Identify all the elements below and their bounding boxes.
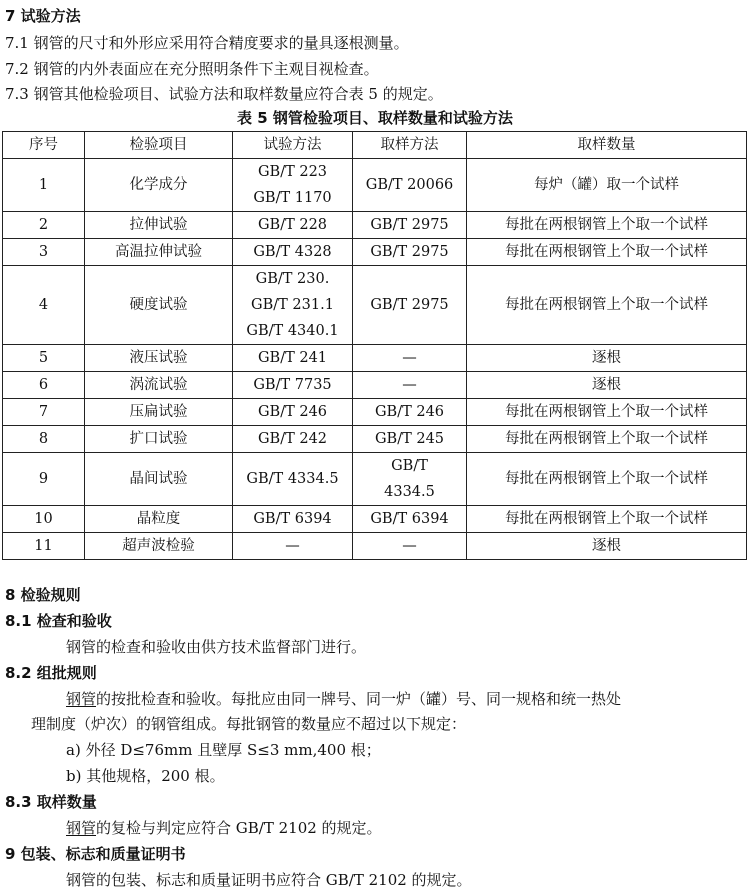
section-8-heading: 8 检验规则	[5, 586, 81, 604]
clause-7-2: 7.2 钢管的内外表面应在充分照明条件下主观目视检查。	[5, 60, 379, 78]
list-item-a: a) 外径 D≤76mm 且壁厚 S≤3 mm,400 根；	[66, 741, 381, 759]
underlined-term: 钢管	[66, 690, 97, 708]
cell-sampling	[353, 239, 467, 266]
cell-no: 2	[3, 212, 85, 239]
cell-sampling	[353, 453, 467, 506]
cell-sampling	[353, 159, 467, 212]
method-line: GB/T 4334.5	[246, 471, 339, 487]
table-row	[3, 399, 747, 426]
cell-item: 压扁试验	[85, 399, 233, 426]
method-line: GB/T 241	[257, 350, 328, 366]
cell-item: 硬度试验	[85, 266, 233, 345]
cell-method	[233, 453, 353, 506]
cell-method	[233, 426, 353, 453]
sampling-line: GB/T 2975	[370, 297, 449, 313]
section-8-1-text: 钢管的检查和验收由供方技术监督部门进行。	[66, 638, 367, 656]
cell-qty: 逐根	[467, 533, 747, 560]
cell-sampling	[353, 506, 467, 533]
sampling-line: —	[402, 350, 417, 366]
cell-no: 6	[3, 372, 85, 399]
sampling-line: GB/T 6394	[370, 511, 449, 527]
col-header-no: 序号	[3, 132, 85, 159]
method-line: —	[285, 538, 300, 554]
method-line: GB/T 4340.1	[246, 323, 339, 339]
section-8-3-text-body: 的复检与判定应符合 GB/T 2102 的规定。	[96, 819, 382, 837]
section-8-2-heading: 8.2 组批规则	[5, 664, 97, 682]
col-header-method: 试验方法	[233, 132, 353, 159]
cell-no: 9	[3, 453, 85, 506]
cell-no: 3	[3, 239, 85, 266]
cell-no: 1	[3, 159, 85, 212]
cell-item: 晶间试验	[85, 453, 233, 506]
cell-qty: 每批在两根钢管上个取一个试样	[467, 399, 747, 426]
method-line: GB/T 228	[257, 217, 328, 233]
cell-sampling	[353, 426, 467, 453]
method-line: GB/T 242	[257, 431, 328, 447]
method-line: GB/T 230.	[255, 271, 330, 287]
cell-qty: 每批在两根钢管上个取一个试样	[467, 506, 747, 533]
cell-method	[233, 159, 353, 212]
underlined-term: 钢管	[66, 819, 97, 837]
cell-no: 8	[3, 426, 85, 453]
cell-sampling	[353, 399, 467, 426]
clause-7-1: 7.1 钢管的尺寸和外形应采用符合精度要求的量具逐根测量。	[5, 34, 409, 52]
table-5-caption: 表 5 钢管检验项目、取样数量和试验方法	[237, 109, 513, 127]
sampling-line: GB/T 20066	[365, 177, 454, 193]
sampling-line: GB/T 2975	[370, 244, 449, 260]
sampling-line: 4334.5	[384, 484, 435, 500]
sampling-line: GB/T 246	[374, 404, 445, 420]
cell-item: 高温拉伸试验	[85, 239, 233, 266]
cell-qty: 逐根	[467, 345, 747, 372]
cell-no: 5	[3, 345, 85, 372]
section-7-heading: 7 试验方法	[5, 7, 81, 25]
section-9-text: 钢管的包装、标志和质量证明书应符合 GB/T 2102 的规定。	[66, 871, 472, 889]
cell-sampling	[353, 266, 467, 345]
section-8-1-heading: 8.1 检查和验收	[5, 612, 112, 630]
table-row	[3, 345, 747, 372]
table-row	[3, 506, 747, 533]
section-8-3-heading: 8.3 取样数量	[5, 793, 97, 811]
cell-qty: 每批在两根钢管上个取一个试样	[467, 212, 747, 239]
method-line: GB/T 223	[257, 164, 328, 180]
method-line: GB/T 4328	[253, 244, 332, 260]
cell-method	[233, 212, 353, 239]
cell-method	[233, 372, 353, 399]
col-header-item: 检验项目	[85, 132, 233, 159]
cell-sampling	[353, 345, 467, 372]
cell-sampling	[353, 372, 467, 399]
cell-qty: 每批在两根钢管上个取一个试样	[467, 239, 747, 266]
table-row	[3, 426, 747, 453]
cell-item: 扩口试验	[85, 426, 233, 453]
test-items-table	[2, 131, 747, 560]
table-row	[3, 266, 747, 345]
cell-sampling	[353, 533, 467, 560]
sampling-line: —	[402, 377, 417, 393]
method-line: GB/T 7735	[253, 377, 332, 393]
table-row	[3, 453, 747, 506]
table-row	[3, 212, 747, 239]
table-header-row	[3, 132, 747, 159]
method-line: GB/T 6394	[253, 511, 332, 527]
cell-no: 10	[3, 506, 85, 533]
method-line: GB/T 231.1	[251, 297, 334, 313]
cell-qty: 每批在两根钢管上个取一个试样	[467, 453, 747, 506]
table-row	[3, 372, 747, 399]
cell-item: 涡流试验	[85, 372, 233, 399]
cell-item: 液压试验	[85, 345, 233, 372]
section-8-2-text-line1	[66, 688, 621, 710]
sampling-line: GB/T 245	[374, 431, 445, 447]
cell-no: 7	[3, 399, 85, 426]
cell-qty: 每炉（罐）取一个试样	[467, 159, 747, 212]
cell-item: 超声波检验	[85, 533, 233, 560]
cell-no: 11	[3, 533, 85, 560]
cell-item: 拉伸试验	[85, 212, 233, 239]
section-8-2-text-line2: 理制度（炉次）的钢管组成。每批钢管的数量应不超过以下规定：	[31, 715, 467, 733]
table-row	[3, 533, 747, 560]
cell-no: 4	[3, 266, 85, 345]
cell-method	[233, 239, 353, 266]
cell-qty: 每批在两根钢管上个取一个试样	[467, 426, 747, 453]
col-header-qty: 取样数量	[467, 132, 747, 159]
cell-method	[233, 533, 353, 560]
section-8-2-text1: 的按批检查和验收。每批应由同一牌号、同一炉（罐）号、同一规格和统一热处	[96, 690, 622, 708]
cell-method	[233, 399, 353, 426]
cell-item: 化学成分	[85, 159, 233, 212]
cell-sampling	[353, 212, 467, 239]
cell-item: 晶粒度	[85, 506, 233, 533]
cell-qty: 逐根	[467, 372, 747, 399]
section-8-3-text	[66, 817, 382, 839]
sampling-line: GB/T	[391, 458, 428, 474]
clause-7-3: 7.3 钢管其他检验项目、试验方法和取样数量应符合表 5 的规定。	[5, 85, 443, 103]
table-row	[3, 159, 747, 212]
sampling-line: —	[402, 538, 417, 554]
section-9-heading: 9 包装、标志和质量证明书	[5, 845, 186, 863]
col-header-sampling: 取样方法	[353, 132, 467, 159]
method-line: GB/T 246	[257, 404, 328, 420]
sampling-line: GB/T 2975	[370, 217, 449, 233]
list-item-b: b) 其他规格，200 根。	[66, 767, 225, 785]
table-row	[3, 239, 747, 266]
method-line: GB/T 1170	[253, 190, 332, 206]
cell-method	[233, 506, 353, 533]
cell-qty: 每批在两根钢管上个取一个试样	[467, 266, 747, 345]
cell-method	[233, 345, 353, 372]
cell-method	[233, 266, 353, 345]
